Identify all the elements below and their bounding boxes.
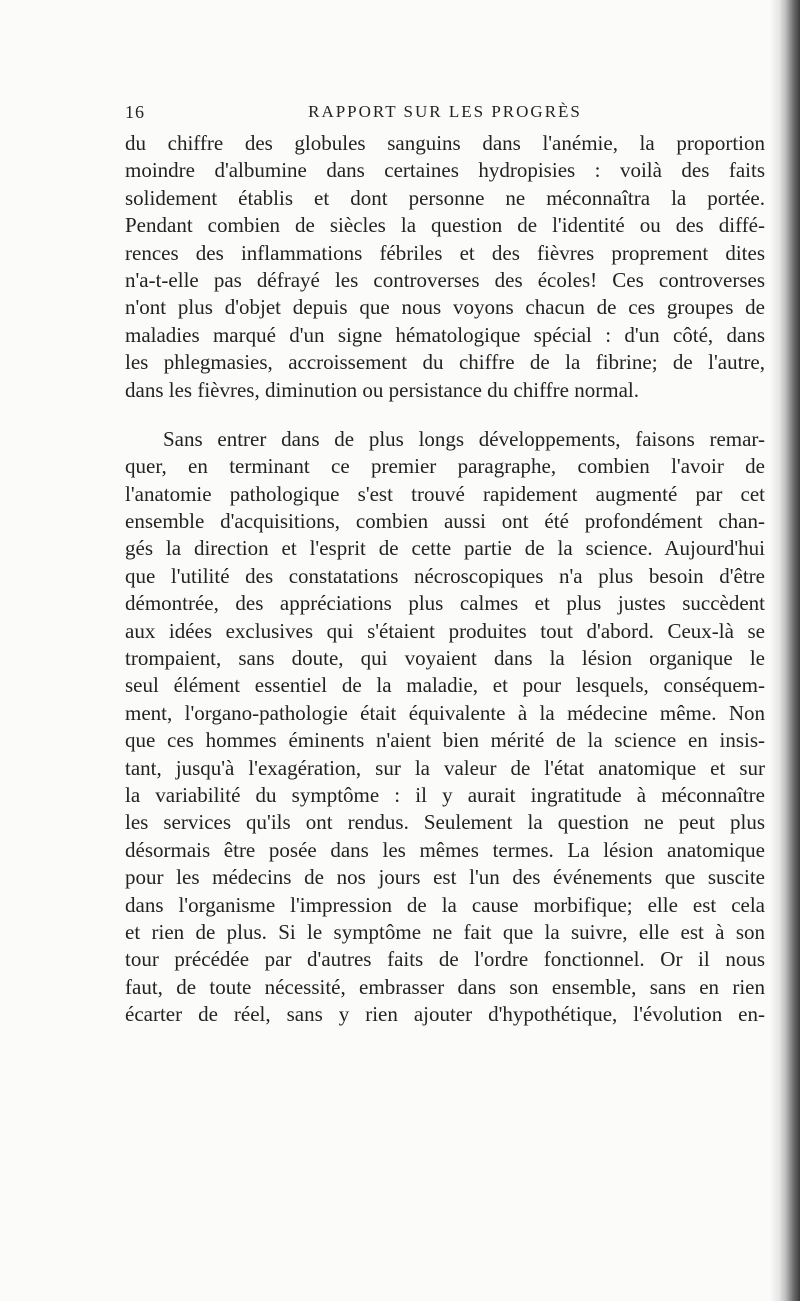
text-line: ensemble d'acquisitions, combien aussi ont été profondément chan- (125, 509, 765, 534)
text-line: les phlegmasies, accroissement du chiffre de la fibrine; de l'autre, (125, 350, 765, 375)
page-number: 16 (125, 102, 145, 122)
text-line: trompaient, sans doute, qui voyaient dans la lésion organique le (125, 646, 765, 671)
text-line: et rien de plus. Si le symptôme ne fait que la suivre, elle est à son (125, 919, 765, 944)
text-line: pour les médecins de nos jours est l'un des événements que suscite (125, 865, 765, 890)
text-line: tant, jusqu'à l'exagération, sur la valeur de l'état anatomique et sur (125, 755, 765, 780)
text-line: faut, de toute nécessité, embrasser dans son ensemble, sans en rien (125, 974, 765, 999)
page-gutter-shadow (770, 0, 778, 1301)
text-line: ment, l'organo-pathologie était équivalente à la médecine même. Non (125, 700, 765, 725)
text-line: Pendant combien de siècles la question de l'identité ou des diffé- (125, 213, 765, 238)
text-line: seul élément essentiel de la maladie, et pour lesquels, conséquem- (125, 673, 765, 698)
text-line: dans l'organisme l'impression de la cause morbifique; elle est cela (125, 892, 765, 917)
text-line: désormais être posée dans les mêmes termes. La lésion anatomique (125, 837, 765, 862)
text-line: solidement établis et dont personne ne méconnaîtra la portée. (125, 185, 765, 210)
text-line: dans les fièvres, diminution ou persistance du chiffre normal. (125, 377, 639, 402)
text-line: gés la direction et l'esprit de cette partie de la science. Aujourd'hui (125, 536, 765, 561)
text-line: les services qu'ils ont rendus. Seulement la question ne peut plus (125, 810, 765, 835)
text-line: la variabilité du symptôme : il y aurait ingratitude à méconnaître (125, 782, 765, 807)
text-line: écarter de réel, sans y rien ajouter d'hypothétique, l'évolution en- (125, 1002, 765, 1027)
text-line: Sans entrer dans de plus longs développements, faisons remar- (163, 426, 765, 451)
text-line: moindre d'albumine dans certaines hydropisies : voilà des faits (125, 158, 765, 183)
paragraph-gap (125, 404, 765, 426)
text-line: aux idées exclusives qui s'étaient produites tout d'abord. Ceux-là se (125, 618, 765, 643)
text-line: rences des inflammations fébriles et des fièvres proprement dites (125, 240, 765, 265)
paragraph-1 (125, 130, 765, 404)
text-line: n'a-t-elle pas défrayé les controverses des écoles! Ces controverses (125, 267, 765, 292)
running-title: RAPPORT SUR LES PROGRÈS (308, 102, 582, 121)
paragraph-2 (125, 426, 765, 1029)
running-head (125, 102, 765, 124)
text-line: du chiffre des globules sanguins dans l'anémie, la proportion (125, 131, 765, 155)
text-line: que l'utilité des constatations nécroscopiques n'a plus besoin d'être (125, 563, 765, 588)
text-line: l'anatomie pathologique s'est trouvé rapidement augmenté par cet (125, 481, 765, 506)
book-spine (778, 0, 800, 1301)
text-line: quer, en terminant ce premier paragraphe, combien l'avoir de (125, 454, 765, 479)
text-line: tour précédée par d'autres faits de l'ordre fonctionnel. Or il nous (125, 947, 765, 972)
text-line: maladies marqué d'un signe hématologique spécial : d'un côté, dans (125, 322, 765, 347)
body-text (125, 130, 765, 1029)
text-line: que ces hommes éminents n'aient bien mérité de la science en insis- (125, 728, 765, 753)
text-line: démontrée, des appréciations plus calmes et plus justes succèdent (125, 591, 765, 616)
text-line: n'ont plus d'objet depuis que nous voyons chacun de ces groupes de (125, 295, 765, 320)
